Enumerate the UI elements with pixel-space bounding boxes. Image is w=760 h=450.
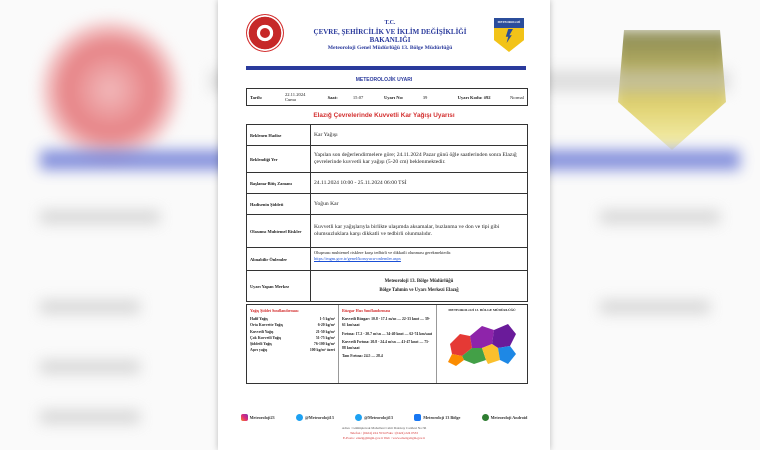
- map-title: METEOROLOJİ 13. BÖLGE MÜDÜRLÜĞÜ: [448, 308, 516, 312]
- wind-column: [339, 305, 437, 383]
- warning-document: [218, 0, 550, 450]
- rain-value: 51-75 kg/m²: [315, 335, 335, 340]
- row-value-block: [311, 271, 527, 301]
- address-line: Adres : Gümüşkavak Mahallesi Cahit Dalokay Caddesi No:36: [341, 426, 427, 430]
- table-row: [247, 145, 527, 172]
- blurred-line: [40, 410, 140, 424]
- header-line2: ÇEVRE, ŞEHİRCİLİK VE İKLİM DEĞİŞİKLİĞİ: [313, 27, 467, 36]
- android-icon: [482, 414, 489, 421]
- row-value-block: [311, 248, 527, 270]
- rain-value: 21-50 kg/m²: [315, 329, 335, 334]
- issuing-center-sub: Bölge Tahmin ve Uyarı Merkezi Elazığ: [379, 287, 459, 293]
- rain-value: 100 kg/m² üzeri: [309, 347, 335, 352]
- warning-no-label: Uyarı No:: [383, 94, 404, 100]
- rain-key: Şiddetli Yağış: [250, 341, 272, 346]
- social-label: Meteoroloji 13 Bölge: [423, 415, 461, 420]
- table-row: [247, 125, 527, 145]
- wind-row: Tam Fırtına: 24.5 — 28.4: [342, 353, 383, 358]
- map-region: [498, 346, 516, 364]
- table-row: [247, 172, 527, 193]
- rain-key: Orta Kuvvette Yağış: [250, 323, 283, 328]
- wind-row: Fırtına: 17.2 - 20.7 m/sn — 34-40 knot — 62-74 km/saat: [342, 331, 433, 336]
- document-footer: [218, 414, 550, 441]
- row-value: Yoğun Kar: [314, 200, 339, 207]
- social-label: Meteoroloji23: [249, 415, 275, 420]
- instagram-link[interactable]: [241, 414, 275, 421]
- row-label: Başlama-Bitiş Zamanı: [247, 173, 311, 193]
- header-line3: BAKANLIĞI: [369, 36, 411, 45]
- table-row: [247, 214, 527, 247]
- warning-title: METEOROLOJİK UYARI: [355, 77, 413, 83]
- date-label: Tarih:: [250, 94, 263, 100]
- row-label: Beklenen Hadise: [247, 125, 311, 145]
- blurred-line: [40, 300, 140, 314]
- day-value: Cuma: [284, 97, 296, 102]
- table-row: [247, 193, 527, 214]
- warning-headline: Elazığ Çevrelerinde Kuvvetli Kar Yağışı Uyarısı: [313, 112, 455, 119]
- rain-key: Çok Kuvvetli Yağış: [250, 335, 282, 340]
- header-text: [292, 20, 488, 52]
- region-map-icon: [440, 314, 524, 370]
- wind-row: Kuvvetli Fırtına: 20.8 - 24.4 m/sn — 41-47 knot — 75-88 km/saat: [342, 339, 430, 350]
- facebook-link[interactable]: [414, 414, 460, 421]
- info-panel: [246, 304, 528, 384]
- blurred-line: [600, 210, 720, 224]
- header-divider: [246, 66, 526, 70]
- row-value: Yapılan son değerlendirmelere göre; 24.11.2024 Pazar günü öğle saatlerinden sonra Elazığ çevrelerinde kuvvetli kar yağışı (5-20 cm) beklenmektedir.: [314, 152, 517, 165]
- date-cell: [282, 92, 325, 102]
- twitter-icon: [355, 414, 362, 421]
- row-label: Hadisenin Şiddeti: [247, 194, 311, 214]
- header-line4: Meteoroloji Genel Müdürlüğü 13. Bölge Müdürlüğü: [327, 45, 453, 51]
- row-label: Beklendiği Yer: [247, 146, 311, 172]
- rain-key: Aşırı yağış: [250, 347, 268, 352]
- twitter-link-2[interactable]: [355, 414, 393, 421]
- row-value: 24.11.2024 10:00 - 25.11.2024 06:00 TSİ: [314, 179, 407, 186]
- table-row: [247, 247, 527, 270]
- time-value: 15:07: [352, 94, 364, 100]
- issuing-center: Meteoroloji 13. Bölge Müdürlüğü: [384, 278, 454, 284]
- map-column: [437, 305, 527, 383]
- row-value: Oluşması muhtemel risklere karşı tedbirli ve dikkatli olunması gerekmektedir.: [314, 250, 452, 255]
- map-region: [492, 324, 516, 348]
- blurred-line: [40, 210, 160, 224]
- wind-row: Kuvvetli Rüzgar: 10.8 - 17.1 m/sn — 22-33 knot — 39-61 km/saat: [342, 317, 430, 328]
- rain-key: Kuvvetli Yağış: [250, 329, 274, 334]
- web-line: E-Posta : elazig@mgm.gov.tr Web : www.elazig.mgm.gov.tr: [342, 436, 426, 441]
- rain-value: 76-100 kg/m²: [313, 341, 335, 346]
- row-label: Alınabilir Önlemler: [247, 248, 311, 270]
- rain-value: 1-5 kg/m²: [319, 317, 335, 322]
- row-label: Uyarı Yapan Merkez: [247, 271, 311, 301]
- warning-code-label: Uyarı Kodu: #92: [457, 94, 491, 100]
- android-app-link[interactable]: [482, 414, 528, 421]
- social-label: @Meteoroloji13: [304, 415, 334, 420]
- warning-code-value: Normal: [509, 94, 525, 100]
- precautions-link[interactable]: https://mgm.gov.tr/genel/koruyucu-onlemler.aspx: [314, 255, 401, 261]
- table-row: [247, 270, 527, 301]
- social-label: @Meteoroloji13: [364, 415, 393, 420]
- document-header: [218, 0, 550, 62]
- meta-row: [246, 88, 528, 106]
- social-label: Meteoroloji Android: [490, 415, 528, 420]
- rain-row: [250, 347, 335, 353]
- row-value: Kuvvetli kar yağışlarıyla birlikte ulaşımda aksamalar, buzlanma ve don ve tipi gibi olumsuzluklara karşı dikkatli ve tedbirli olunmalıdır.: [314, 224, 500, 237]
- twitter-icon: [296, 414, 303, 421]
- instagram-icon: [241, 414, 248, 421]
- blurred-seal: [40, 20, 180, 160]
- rain-title: Yağış Şiddet Sınıflandırması: [250, 308, 299, 313]
- phone-line: Telefon : (0424) 224 3534 Faks : (0424) 224 0533: [349, 431, 419, 436]
- ministry-seal-icon: [246, 14, 284, 52]
- warning-no-value: 39: [422, 94, 428, 100]
- wind-title: Rüzgar Hızı Sınıflandırması: [342, 308, 391, 313]
- blurred-line: [40, 360, 140, 374]
- rain-column: [247, 305, 339, 383]
- meteorology-logo-label: METEOROLOJİ: [497, 20, 521, 24]
- blurred-line: [600, 300, 710, 314]
- twitter-link[interactable]: [296, 414, 334, 421]
- time-label: Saat:: [327, 94, 338, 100]
- rain-key: Hafif Yağış: [250, 317, 268, 322]
- row-value: Kar Yağışı: [314, 131, 338, 138]
- rain-value: 6-20 kg/m²: [317, 323, 335, 328]
- social-links: [218, 414, 550, 421]
- date-value: 22.11.2024: [284, 91, 306, 97]
- address-block: [218, 426, 550, 441]
- header-line1: T.C.: [384, 20, 396, 26]
- facebook-icon: [414, 414, 421, 421]
- warning-table: [246, 124, 528, 302]
- row-label: Olasımsı Muhtemel Riskler: [247, 215, 311, 247]
